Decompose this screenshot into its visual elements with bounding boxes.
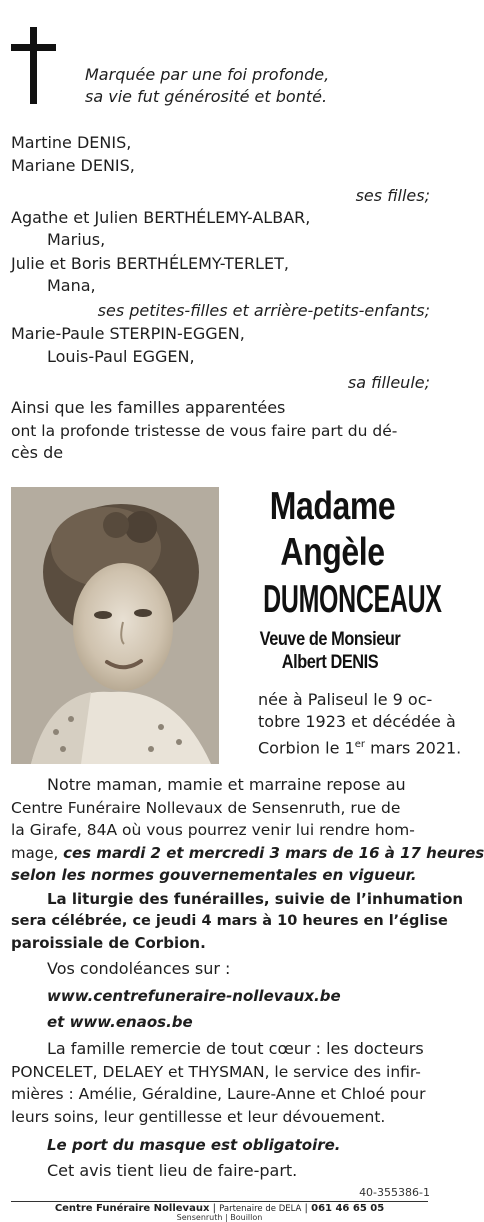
p3-line-2: PONCELET, DELAEY et THYSMAN, le service des infir- <box>11 1063 421 1081</box>
p2-line-3: paroissiale de Corbion. <box>11 934 206 952</box>
p1-line-5: selon les normes gouvernementales en vigueur. <box>11 866 417 884</box>
footer-separator-2: | <box>304 1203 308 1214</box>
goddaughter-1: Marie-Paule STERPIN-EGGEN, <box>11 324 245 343</box>
condolences-link-1[interactable]: www.centrefuneraire-nollevaux.be <box>47 987 341 1005</box>
birth-line-3: Corbion le 1er mars 2021. <box>258 738 462 758</box>
motto-line-2: sa vie fut générosité et bonté. <box>85 87 328 106</box>
daughter-2: Mariane DENIS, <box>11 156 135 175</box>
daughter-1: Martine DENIS, <box>11 133 132 152</box>
birth-line-2: tobre 1923 et décédée à <box>258 712 456 731</box>
p2-line-2: sera célébrée, ce jeudi 4 mars à 10 heures en l’église <box>11 913 448 929</box>
condolences-link-2[interactable]: et www.enaos.be <box>47 1013 193 1031</box>
faire-part-notice: Cet avis tient lieu de faire-part. <box>47 1161 298 1180</box>
goddaughter-role: sa filleule; <box>347 373 430 392</box>
widow-line-1: Veuve de Monsieur <box>259 629 401 650</box>
portrait-illustration <box>11 487 219 764</box>
p1-line-1: Notre maman, mamie et marraine repose au <box>47 775 406 794</box>
mask-notice: Le port du masque est obligatoire. <box>47 1136 341 1154</box>
great-grandchild-1: Marius, <box>47 230 106 249</box>
p1-line-4: mage, ces mardi 2 et mercredi 3 mars de 16 à 17 heures <box>11 844 484 862</box>
p2-line-1: La liturgie des funérailles, suivie de l’inhumation <box>47 890 464 908</box>
deceased-last-name: DUMONCEAUX <box>263 578 442 621</box>
grandchildren-role: ses petites-filles et arrière-petits-enfants; <box>97 301 430 320</box>
footer-phone[interactable]: 061 46 65 05 <box>311 1203 385 1214</box>
footer-divider <box>11 1201 428 1202</box>
deceased-first-name: Angèle <box>280 531 385 574</box>
portrait-photo <box>11 487 219 764</box>
p1-line-2: Centre Funéraire Nollevaux de Sensenruth, rue de <box>11 799 401 817</box>
footer-partner: Partenaire de DELA <box>219 1204 302 1214</box>
footer-locations: Sensenruth | Bouillon <box>176 1213 263 1222</box>
p1-line-3: la Girafe, 84A où vous pourrez venir lui rendre hom- <box>11 821 415 839</box>
grandchild-1: Agathe et Julien BERTHÉLEMY-ALBAR, <box>11 208 311 227</box>
intro-line-3: cès de <box>11 443 64 462</box>
great-grandchild-2: Mana, <box>47 276 96 295</box>
p3-line-1: La famille remercie de tout cœur : les docteurs <box>47 1039 424 1058</box>
p3-line-3: mières : Amélie, Géraldine, Laure-Anne et Chloé pour <box>11 1085 426 1103</box>
intro-line-1: Ainsi que les familles apparentées <box>11 398 286 417</box>
grandchild-2: Julie et Boris BERTHÉLEMY-TERLET, <box>11 254 289 273</box>
goddaughter-2: Louis-Paul EGGEN, <box>47 347 195 366</box>
reference-number: 40-355386-1 <box>359 1186 430 1199</box>
daughters-role: ses filles; <box>355 186 430 205</box>
deceased-title: Madame <box>269 485 396 528</box>
footer-company: Centre Funéraire Nollevaux <box>54 1203 210 1214</box>
p3-line-4: leurs soins, leur gentillesse et leur dévouement. <box>11 1108 386 1126</box>
widow-line-2: Albert DENIS <box>281 652 379 673</box>
footer-separator-1: | <box>212 1203 216 1214</box>
birth-line-1: née à Paliseul le 9 oc- <box>258 690 433 709</box>
condolences-label: Vos condoléances sur : <box>47 959 231 978</box>
intro-line-2: ont la profonde tristesse de vous faire part du dé- <box>11 422 398 440</box>
motto-line-1: Marquée par une foi profonde, <box>85 65 330 84</box>
